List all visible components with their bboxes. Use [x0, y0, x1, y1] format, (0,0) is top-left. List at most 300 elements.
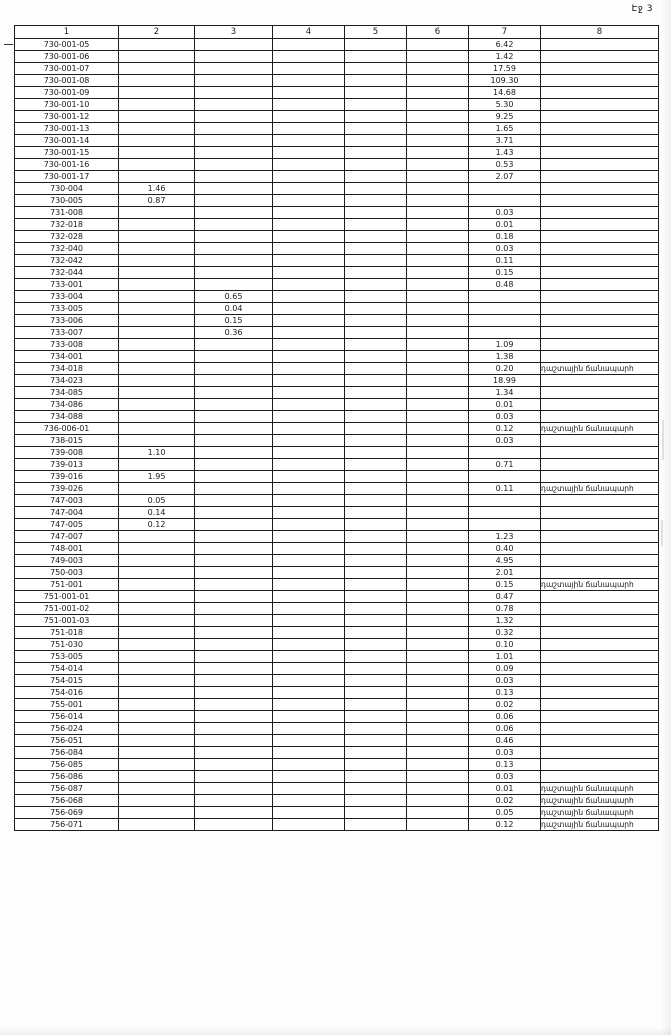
cell-col5-value — [345, 411, 407, 423]
column-header-3: 3 — [195, 26, 273, 39]
cell-notes — [541, 531, 659, 543]
scan-artifact — [661, 520, 663, 546]
cell-col6-value — [407, 183, 469, 195]
cell-col7-value: 0.18 — [469, 231, 541, 243]
cell-col3-value — [195, 615, 273, 627]
cell-col6-value — [407, 423, 469, 435]
cell-col2-value: 1.95 — [119, 471, 195, 483]
cell-notes — [541, 723, 659, 735]
cell-col4-value — [273, 375, 345, 387]
cell-col7-value: 9.25 — [469, 111, 541, 123]
cell-parcel-code: 751-018 — [15, 627, 119, 639]
cell-col6-value — [407, 375, 469, 387]
cell-col7-value: 0.09 — [469, 663, 541, 675]
cell-col4-value — [273, 735, 345, 747]
cell-col4-value — [273, 411, 345, 423]
cell-notes — [541, 627, 659, 639]
cell-col2-value — [119, 387, 195, 399]
cell-col4-value — [273, 351, 345, 363]
table-row — [15, 519, 659, 531]
cell-notes — [541, 747, 659, 759]
cell-col4-value — [273, 387, 345, 399]
cell-col3-value — [195, 351, 273, 363]
cell-notes — [541, 195, 659, 207]
table-row — [15, 531, 659, 543]
cell-notes — [541, 651, 659, 663]
cell-col7-value: 1.01 — [469, 651, 541, 663]
cell-col4-value — [273, 531, 345, 543]
cell-parcel-code: 733-006 — [15, 315, 119, 327]
cell-col6-value — [407, 519, 469, 531]
table-row — [15, 687, 659, 699]
cell-col6-value — [407, 315, 469, 327]
cell-col6-value — [407, 327, 469, 339]
cell-col2-value — [119, 747, 195, 759]
cell-col4-value — [273, 711, 345, 723]
cell-col3-value — [195, 51, 273, 63]
cell-notes — [541, 219, 659, 231]
cell-col2-value — [119, 591, 195, 603]
cell-col4-value — [273, 687, 345, 699]
cell-col7-value: 0.20 — [469, 363, 541, 375]
cell-parcel-code: 756-014 — [15, 711, 119, 723]
cell-parcel-code: 732-044 — [15, 267, 119, 279]
cell-parcel-code: 730-005 — [15, 195, 119, 207]
cell-col4-value — [273, 675, 345, 687]
cell-col7-value — [469, 507, 541, 519]
cell-parcel-code: 747-007 — [15, 531, 119, 543]
cell-col3-value — [195, 603, 273, 615]
table-row — [15, 603, 659, 615]
table-row — [15, 159, 659, 171]
cell-col7-value: 3.71 — [469, 135, 541, 147]
cell-col2-value — [119, 627, 195, 639]
cell-col4-value — [273, 699, 345, 711]
cell-notes — [541, 471, 659, 483]
column-header-6: 6 — [407, 26, 469, 39]
cell-notes — [541, 63, 659, 75]
cell-col6-value — [407, 531, 469, 543]
scan-artifact — [662, 420, 664, 460]
cell-col3-value — [195, 267, 273, 279]
cell-notes — [541, 735, 659, 747]
column-header-2: 2 — [119, 26, 195, 39]
cell-col3-value — [195, 483, 273, 495]
table-row — [15, 819, 659, 831]
cell-col3-value — [195, 639, 273, 651]
cell-col6-value — [407, 591, 469, 603]
cell-col2-value — [119, 783, 195, 795]
cell-col7-value: 0.15 — [469, 579, 541, 591]
cell-col4-value — [273, 51, 345, 63]
cell-notes: դաշտային ճանապարհ — [541, 807, 659, 819]
cell-col2-value — [119, 459, 195, 471]
cell-col3-value — [195, 495, 273, 507]
cell-col3-value: 0.04 — [195, 303, 273, 315]
table-row — [15, 591, 659, 603]
table-row — [15, 123, 659, 135]
cell-col4-value — [273, 507, 345, 519]
table-row — [15, 135, 659, 147]
cell-col7-value — [469, 327, 541, 339]
cell-col2-value — [119, 267, 195, 279]
cell-col3-value — [195, 219, 273, 231]
cell-col4-value — [273, 591, 345, 603]
cell-col2-value — [119, 651, 195, 663]
cell-col6-value — [407, 339, 469, 351]
cell-col4-value — [273, 363, 345, 375]
cell-col5-value — [345, 315, 407, 327]
cell-parcel-code: 730-001-08 — [15, 75, 119, 87]
cell-parcel-code: 755-001 — [15, 699, 119, 711]
cell-col7-value: 0.03 — [469, 747, 541, 759]
cell-notes — [541, 171, 659, 183]
cell-col4-value — [273, 471, 345, 483]
cell-parcel-code: 733-008 — [15, 339, 119, 351]
cell-col4-value — [273, 543, 345, 555]
cell-col5-value — [345, 171, 407, 183]
cell-col2-value — [119, 675, 195, 687]
cell-col5-value — [345, 435, 407, 447]
cell-notes — [541, 327, 659, 339]
cell-col5-value — [345, 387, 407, 399]
cell-col6-value — [407, 687, 469, 699]
cell-col7-value — [469, 195, 541, 207]
cell-col5-value — [345, 279, 407, 291]
cell-col7-value: 6.42 — [469, 39, 541, 51]
cell-col2-value — [119, 399, 195, 411]
cell-col2-value — [119, 411, 195, 423]
cell-col7-value: 0.78 — [469, 603, 541, 615]
table-row — [15, 207, 659, 219]
cell-col5-value — [345, 327, 407, 339]
cell-notes — [541, 387, 659, 399]
cell-col5-value — [345, 555, 407, 567]
cell-notes — [541, 603, 659, 615]
cell-col4-value — [273, 627, 345, 639]
cell-col3-value — [195, 747, 273, 759]
cell-col4-value — [273, 639, 345, 651]
column-header-5: 5 — [345, 26, 407, 39]
cell-col6-value — [407, 555, 469, 567]
cell-col4-value — [273, 267, 345, 279]
cell-parcel-code: 756-087 — [15, 783, 119, 795]
cell-col6-value — [407, 711, 469, 723]
table-row — [15, 303, 659, 315]
cell-parcel-code: 734-023 — [15, 375, 119, 387]
cell-col4-value — [273, 615, 345, 627]
cell-col7-value: 1.32 — [469, 615, 541, 627]
table-row — [15, 723, 659, 735]
cell-parcel-code: 733-004 — [15, 291, 119, 303]
cell-col3-value — [195, 687, 273, 699]
cell-col2-value — [119, 723, 195, 735]
scan-edge-shade-bottom — [0, 1027, 671, 1035]
cell-col2-value — [119, 771, 195, 783]
cell-col2-value — [119, 615, 195, 627]
cell-col4-value — [273, 207, 345, 219]
table-row — [15, 759, 659, 771]
cell-col5-value — [345, 87, 407, 99]
cell-col4-value — [273, 807, 345, 819]
cell-col4-value — [273, 579, 345, 591]
cell-col7-value: 0.13 — [469, 687, 541, 699]
cell-col4-value — [273, 399, 345, 411]
cell-col5-value — [345, 531, 407, 543]
cell-notes — [541, 771, 659, 783]
cell-col5-value — [345, 207, 407, 219]
cell-parcel-code: 751-001 — [15, 579, 119, 591]
cell-col5-value — [345, 651, 407, 663]
cell-col6-value — [407, 363, 469, 375]
cell-col2-value — [119, 339, 195, 351]
cell-col2-value — [119, 483, 195, 495]
cell-col2-value — [119, 819, 195, 831]
cell-col6-value — [407, 243, 469, 255]
cell-col2-value — [119, 75, 195, 87]
cell-col2-value — [119, 135, 195, 147]
cell-parcel-code: 730-004 — [15, 183, 119, 195]
cell-col6-value — [407, 39, 469, 51]
cell-col5-value — [345, 303, 407, 315]
cell-col5-value — [345, 711, 407, 723]
cell-col7-value: 0.32 — [469, 627, 541, 639]
cell-notes — [541, 519, 659, 531]
cell-col7-value: 0.03 — [469, 675, 541, 687]
cell-col4-value — [273, 435, 345, 447]
cell-col6-value — [407, 135, 469, 147]
cell-parcel-code: 756-024 — [15, 723, 119, 735]
cell-col6-value — [407, 543, 469, 555]
cell-col4-value — [273, 327, 345, 339]
table-row — [15, 111, 659, 123]
cell-col2-value — [119, 99, 195, 111]
cell-col4-value — [273, 303, 345, 315]
cell-notes: դաշտային ճանապարհ — [541, 363, 659, 375]
table-row — [15, 51, 659, 63]
cell-col5-value — [345, 459, 407, 471]
cell-col2-value — [119, 207, 195, 219]
cell-col7-value: 0.10 — [469, 639, 541, 651]
cell-col4-value — [273, 771, 345, 783]
table-row — [15, 651, 659, 663]
cell-parcel-code: 730-001-17 — [15, 171, 119, 183]
cell-parcel-code: 734-001 — [15, 351, 119, 363]
table-row — [15, 327, 659, 339]
cell-col6-value — [407, 483, 469, 495]
table-row — [15, 63, 659, 75]
cell-notes — [541, 615, 659, 627]
cell-parcel-code: 756-084 — [15, 747, 119, 759]
table-row — [15, 375, 659, 387]
cell-col5-value — [345, 675, 407, 687]
cell-notes — [541, 459, 659, 471]
cell-col6-value — [407, 279, 469, 291]
cell-col6-value — [407, 411, 469, 423]
cell-col5-value — [345, 603, 407, 615]
cell-col3-value — [195, 183, 273, 195]
cell-col5-value — [345, 795, 407, 807]
cell-col7-value: 1.65 — [469, 123, 541, 135]
cell-notes — [541, 687, 659, 699]
cell-col7-value: 1.42 — [469, 51, 541, 63]
cell-notes — [541, 123, 659, 135]
table-row — [15, 495, 659, 507]
cell-col2-value — [119, 435, 195, 447]
cell-notes — [541, 555, 659, 567]
cell-parcel-code: 756-051 — [15, 735, 119, 747]
table-row — [15, 219, 659, 231]
cell-col5-value — [345, 735, 407, 747]
cell-col5-value — [345, 219, 407, 231]
cell-col5-value — [345, 231, 407, 243]
cell-col3-value — [195, 795, 273, 807]
cell-col3-value — [195, 711, 273, 723]
cell-col2-value — [119, 219, 195, 231]
cell-col2-value: 0.14 — [119, 507, 195, 519]
cell-notes — [541, 255, 659, 267]
cell-col5-value — [345, 783, 407, 795]
cell-col4-value — [273, 555, 345, 567]
cell-col7-value: 0.03 — [469, 435, 541, 447]
cell-col5-value — [345, 159, 407, 171]
cell-col7-value: 0.03 — [469, 411, 541, 423]
cell-parcel-code: 756-069 — [15, 807, 119, 819]
cell-col5-value — [345, 627, 407, 639]
cell-col3-value — [195, 471, 273, 483]
cell-parcel-code: 751-001-03 — [15, 615, 119, 627]
cell-notes — [541, 75, 659, 87]
cell-col7-value: 0.12 — [469, 819, 541, 831]
cell-col3-value — [195, 339, 273, 351]
cell-parcel-code: 736-006-01 — [15, 423, 119, 435]
cell-col2-value — [119, 39, 195, 51]
cell-col6-value — [407, 123, 469, 135]
table-header-row — [15, 26, 659, 39]
cell-parcel-code: 749-003 — [15, 555, 119, 567]
cell-col7-value — [469, 519, 541, 531]
cell-parcel-code: 739-016 — [15, 471, 119, 483]
cell-col7-value: 0.11 — [469, 483, 541, 495]
table-row — [15, 231, 659, 243]
cell-col7-value — [469, 495, 541, 507]
cell-col5-value — [345, 483, 407, 495]
cell-col6-value — [407, 267, 469, 279]
cell-col5-value — [345, 399, 407, 411]
cell-col4-value — [273, 819, 345, 831]
table-row — [15, 507, 659, 519]
cell-parcel-code: 754-015 — [15, 675, 119, 687]
cell-col3-value — [195, 423, 273, 435]
page-label: Էջ 3 — [631, 4, 653, 14]
cell-col6-value — [407, 75, 469, 87]
cell-col7-value: 0.06 — [469, 711, 541, 723]
cell-col3-value — [195, 399, 273, 411]
cell-col7-value: 0.48 — [469, 279, 541, 291]
cell-col2-value — [119, 567, 195, 579]
cell-col7-value: 0.47 — [469, 591, 541, 603]
cell-col3-value — [195, 111, 273, 123]
cell-col3-value — [195, 579, 273, 591]
cell-parcel-code: 756-068 — [15, 795, 119, 807]
cell-col2-value — [119, 639, 195, 651]
land-parcel-table — [14, 25, 659, 831]
table-row — [15, 795, 659, 807]
cell-col7-value: 0.01 — [469, 219, 541, 231]
cell-col5-value — [345, 135, 407, 147]
cell-col7-value — [469, 303, 541, 315]
cell-col7-value: 0.71 — [469, 459, 541, 471]
cell-col2-value — [119, 363, 195, 375]
cell-col5-value — [345, 183, 407, 195]
cell-col2-value — [119, 555, 195, 567]
cell-col4-value — [273, 339, 345, 351]
cell-col6-value — [407, 387, 469, 399]
cell-col3-value — [195, 159, 273, 171]
cell-parcel-code: 751-001-02 — [15, 603, 119, 615]
table-row — [15, 255, 659, 267]
cell-parcel-code: 756-071 — [15, 819, 119, 831]
cell-col3-value — [195, 555, 273, 567]
table-row — [15, 747, 659, 759]
cell-parcel-code: 734-018 — [15, 363, 119, 375]
cell-col2-value — [119, 303, 195, 315]
cell-col7-value: 1.34 — [469, 387, 541, 399]
cell-col6-value — [407, 783, 469, 795]
cell-col5-value — [345, 495, 407, 507]
cell-col6-value — [407, 219, 469, 231]
cell-parcel-code: 734-086 — [15, 399, 119, 411]
cell-parcel-code: 731-008 — [15, 207, 119, 219]
table-row — [15, 351, 659, 363]
cell-col5-value — [345, 147, 407, 159]
scan-edge-shade-right — [661, 0, 671, 1035]
cell-col6-value — [407, 291, 469, 303]
cell-col6-value — [407, 675, 469, 687]
cell-col6-value — [407, 603, 469, 615]
table-row — [15, 147, 659, 159]
cell-col3-value — [195, 435, 273, 447]
cell-col2-value — [119, 279, 195, 291]
cell-col2-value — [119, 807, 195, 819]
cell-col7-value: 1.09 — [469, 339, 541, 351]
cell-col5-value — [345, 99, 407, 111]
cell-col4-value — [273, 783, 345, 795]
cell-col5-value — [345, 771, 407, 783]
cell-col5-value — [345, 51, 407, 63]
cell-col7-value: 2.01 — [469, 567, 541, 579]
cell-col5-value — [345, 423, 407, 435]
cell-col2-value: 1.10 — [119, 447, 195, 459]
cell-col2-value — [119, 603, 195, 615]
cell-col3-value — [195, 783, 273, 795]
cell-col6-value — [407, 111, 469, 123]
cell-col2-value — [119, 759, 195, 771]
cell-col4-value — [273, 123, 345, 135]
cell-col4-value — [273, 99, 345, 111]
scan-artifact — [4, 44, 13, 45]
cell-col5-value — [345, 75, 407, 87]
cell-col7-value: 109.30 — [469, 75, 541, 87]
cell-parcel-code: 751-030 — [15, 639, 119, 651]
cell-notes — [541, 279, 659, 291]
cell-parcel-code: 730-001-06 — [15, 51, 119, 63]
cell-notes — [541, 699, 659, 711]
table-row — [15, 615, 659, 627]
cell-col4-value — [273, 279, 345, 291]
cell-notes — [541, 147, 659, 159]
cell-notes — [541, 207, 659, 219]
